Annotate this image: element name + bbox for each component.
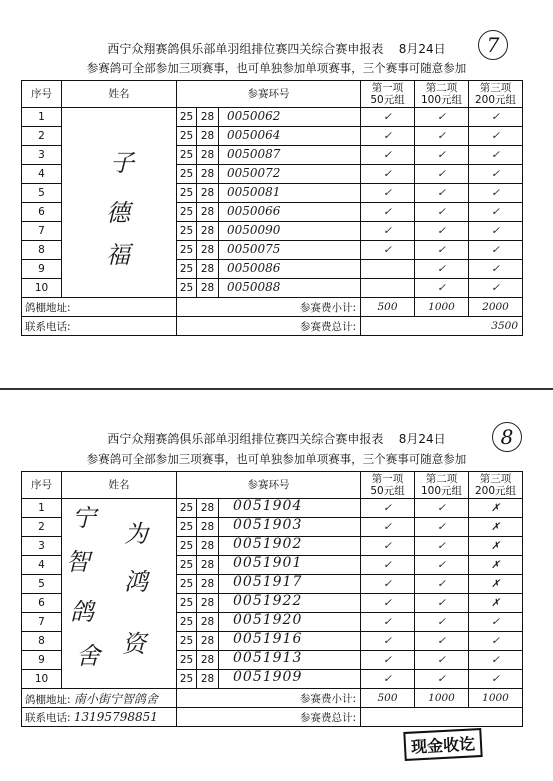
ring-prefix-b: 28 bbox=[197, 279, 219, 298]
subtotal-item3: 2000 bbox=[469, 298, 523, 317]
col-item2-sub: 100元组 bbox=[420, 485, 463, 497]
ring-prefix-a: 25 bbox=[177, 632, 197, 651]
col-item1-label: 第一项 bbox=[371, 473, 404, 485]
item1-mark: ✓ bbox=[361, 241, 415, 260]
ring-number bbox=[219, 222, 361, 241]
col-name: 姓名 bbox=[62, 472, 177, 499]
col-index: 序号 bbox=[22, 81, 62, 108]
item2-mark: ✓ bbox=[415, 537, 469, 556]
ring-number-text: 0051917 bbox=[233, 574, 303, 590]
item3-mark: ✓ bbox=[469, 222, 523, 241]
col-item3 bbox=[469, 472, 523, 499]
item1-mark: ✓ bbox=[361, 203, 415, 222]
form-date: 8月24日 bbox=[398, 432, 446, 446]
ring-number-text: 0050064 bbox=[227, 128, 281, 142]
footer-row-phone bbox=[22, 317, 523, 336]
col-item3-sub: 200元组 bbox=[474, 94, 517, 106]
address-value: 南小街宁智鸽舍 bbox=[73, 691, 158, 706]
page-divider bbox=[0, 388, 553, 390]
phone-cell bbox=[22, 708, 177, 727]
ring-number bbox=[219, 594, 361, 613]
handwritten-name-char: 鸿 bbox=[124, 568, 148, 596]
ring-prefix-b: 28 bbox=[197, 670, 219, 689]
ring-number-text: 0051909 bbox=[233, 669, 303, 685]
footer-row-phone bbox=[22, 708, 523, 727]
ring-number-text: 0051902 bbox=[233, 536, 303, 552]
item2-mark: ✓ bbox=[415, 127, 469, 146]
form-title bbox=[0, 40, 553, 57]
item2-mark: ✓ bbox=[415, 165, 469, 184]
item3-mark: ✓ bbox=[469, 241, 523, 260]
ring-number bbox=[219, 203, 361, 222]
ring-prefix-b: 28 bbox=[197, 108, 219, 127]
item2-mark: ✓ bbox=[415, 518, 469, 537]
fee-total-label: 参赛费总计: bbox=[177, 708, 361, 727]
subtotal-item2: 1000 bbox=[415, 298, 469, 317]
ring-number bbox=[219, 537, 361, 556]
col-item2-label: 第二项 bbox=[425, 82, 458, 94]
item2-mark: ✓ bbox=[415, 499, 469, 518]
footer-row-address bbox=[22, 298, 523, 317]
phone-cell bbox=[22, 317, 177, 336]
col-item3-sub: 200元组 bbox=[474, 485, 517, 497]
ring-number-text: 0050075 bbox=[227, 242, 281, 256]
item3-mark: ✓ bbox=[469, 613, 523, 632]
item1-mark: ✓ bbox=[361, 518, 415, 537]
handwritten-name-char: 智 bbox=[66, 548, 90, 576]
ring-number bbox=[219, 184, 361, 203]
ring-number-text: 0051913 bbox=[233, 650, 303, 666]
ring-number bbox=[219, 108, 361, 127]
row-index: 2 bbox=[22, 127, 62, 146]
ring-prefix-b: 28 bbox=[197, 651, 219, 670]
row-index: 3 bbox=[22, 537, 62, 556]
ring-prefix-b: 28 bbox=[197, 241, 219, 260]
title-text: 西宁众翔赛鸽俱乐部单羽组排位赛四关综合赛申报表 bbox=[107, 432, 384, 446]
row-index: 7 bbox=[22, 613, 62, 632]
col-ring: 参赛环号 bbox=[177, 81, 361, 108]
row-index: 5 bbox=[22, 575, 62, 594]
ring-number-text: 0051901 bbox=[233, 555, 303, 571]
item2-mark: ✓ bbox=[415, 108, 469, 127]
ring-prefix-a: 25 bbox=[177, 146, 197, 165]
ring-number bbox=[219, 575, 361, 594]
ring-prefix-a: 25 bbox=[177, 127, 197, 146]
row-index: 4 bbox=[22, 165, 62, 184]
ring-number-text: 0051916 bbox=[233, 631, 303, 647]
page-number-mark: 7 bbox=[478, 30, 508, 60]
item2-mark: ✓ bbox=[415, 146, 469, 165]
ring-number bbox=[219, 165, 361, 184]
row-index: 2 bbox=[22, 518, 62, 537]
row-index: 7 bbox=[22, 222, 62, 241]
footer-row-address bbox=[22, 689, 523, 708]
item1-mark: ✓ bbox=[361, 613, 415, 632]
item1-mark: ✓ bbox=[361, 575, 415, 594]
item1-mark: ✓ bbox=[361, 537, 415, 556]
table-row bbox=[22, 499, 523, 518]
ring-number bbox=[219, 651, 361, 670]
item1-mark: ✓ bbox=[361, 108, 415, 127]
item3-mark: ✓ bbox=[469, 632, 523, 651]
ring-number bbox=[219, 241, 361, 260]
item1-mark: ✓ bbox=[361, 184, 415, 203]
ring-number-text: 0050087 bbox=[227, 147, 281, 161]
ring-number bbox=[219, 518, 361, 537]
ring-number-text: 0050086 bbox=[227, 261, 281, 275]
ring-prefix-a: 25 bbox=[177, 613, 197, 632]
col-item3-label: 第三项 bbox=[479, 473, 512, 485]
item2-mark: ✓ bbox=[415, 670, 469, 689]
handwritten-name-char: 德 bbox=[106, 199, 130, 227]
col-item1-sub: 50元组 bbox=[370, 485, 405, 497]
ring-prefix-b: 28 bbox=[197, 222, 219, 241]
ring-number-text: 0051922 bbox=[233, 593, 303, 609]
col-item1 bbox=[361, 81, 415, 108]
item2-mark: ✓ bbox=[415, 556, 469, 575]
item3-mark: ✗ bbox=[469, 594, 523, 613]
table-row bbox=[22, 108, 523, 127]
ring-prefix-b: 28 bbox=[197, 518, 219, 537]
item1-mark: ✓ bbox=[361, 670, 415, 689]
ring-number-text: 0050088 bbox=[227, 280, 281, 294]
item3-mark: ✓ bbox=[469, 184, 523, 203]
ring-prefix-a: 25 bbox=[177, 260, 197, 279]
ring-prefix-a: 25 bbox=[177, 670, 197, 689]
ring-number-text: 0050066 bbox=[227, 204, 281, 218]
item2-mark: ✓ bbox=[415, 241, 469, 260]
row-index: 6 bbox=[22, 594, 62, 613]
ring-prefix-b: 28 bbox=[197, 556, 219, 575]
col-item1 bbox=[361, 472, 415, 499]
ring-prefix-b: 28 bbox=[197, 184, 219, 203]
col-item2 bbox=[415, 81, 469, 108]
ring-number bbox=[219, 670, 361, 689]
row-index: 6 bbox=[22, 203, 62, 222]
ring-prefix-b: 28 bbox=[197, 632, 219, 651]
ring-prefix-b: 28 bbox=[197, 575, 219, 594]
item3-mark: ✗ bbox=[469, 575, 523, 594]
page-number-mark: 8 bbox=[492, 422, 522, 452]
ring-prefix-a: 25 bbox=[177, 279, 197, 298]
ring-prefix-a: 25 bbox=[177, 184, 197, 203]
col-item2-label: 第二项 bbox=[425, 473, 458, 485]
item2-mark: ✓ bbox=[415, 651, 469, 670]
ring-prefix-b: 28 bbox=[197, 165, 219, 184]
header-row bbox=[22, 81, 523, 108]
item1-mark: ✓ bbox=[361, 222, 415, 241]
ring-number-text: 0051903 bbox=[233, 517, 303, 533]
entry-table bbox=[21, 80, 523, 336]
ring-prefix-b: 28 bbox=[197, 594, 219, 613]
handwritten-name-char: 鸽 bbox=[70, 598, 94, 626]
item1-mark: ✓ bbox=[361, 127, 415, 146]
ring-prefix-b: 28 bbox=[197, 537, 219, 556]
row-index: 1 bbox=[22, 108, 62, 127]
ring-prefix-a: 25 bbox=[177, 499, 197, 518]
form-title bbox=[0, 430, 553, 447]
handwritten-name-char: 福 bbox=[106, 241, 130, 269]
ring-prefix-a: 25 bbox=[177, 537, 197, 556]
fee-total-label: 参赛费总计: bbox=[177, 317, 361, 336]
row-index: 10 bbox=[22, 279, 62, 298]
ring-number bbox=[219, 279, 361, 298]
ring-number-text: 0051904 bbox=[233, 498, 303, 514]
row-index: 8 bbox=[22, 632, 62, 651]
ring-number-text: 0050062 bbox=[227, 109, 281, 123]
ring-prefix-a: 25 bbox=[177, 203, 197, 222]
ring-prefix-a: 25 bbox=[177, 556, 197, 575]
header-row bbox=[22, 472, 523, 499]
subtotal-item1: 500 bbox=[361, 298, 415, 317]
ring-prefix-b: 28 bbox=[197, 499, 219, 518]
item3-mark: ✓ bbox=[469, 260, 523, 279]
row-index: 8 bbox=[22, 241, 62, 260]
phone-label: 联系电话: bbox=[25, 711, 71, 724]
form-subtitle: 参赛鸽可全部参加三项赛事，也可单独参加单项赛事，三个赛事可随意参加 bbox=[86, 61, 467, 75]
address-cell bbox=[22, 689, 177, 708]
item3-mark: ✓ bbox=[469, 670, 523, 689]
item3-mark: ✓ bbox=[469, 146, 523, 165]
item2-mark: ✓ bbox=[415, 260, 469, 279]
handwritten-name-char: 为 bbox=[124, 520, 148, 548]
item3-mark: ✗ bbox=[469, 518, 523, 537]
ring-prefix-a: 25 bbox=[177, 241, 197, 260]
handwritten-name-char: 资 bbox=[122, 630, 146, 658]
row-index: 5 bbox=[22, 184, 62, 203]
row-index: 4 bbox=[22, 556, 62, 575]
row-index: 9 bbox=[22, 651, 62, 670]
entry-table bbox=[21, 471, 523, 727]
item1-mark bbox=[361, 279, 415, 298]
ring-prefix-b: 28 bbox=[197, 127, 219, 146]
col-item2-sub: 100元组 bbox=[420, 94, 463, 106]
item1-mark: ✓ bbox=[361, 594, 415, 613]
row-index: 10 bbox=[22, 670, 62, 689]
col-index: 序号 bbox=[22, 472, 62, 499]
ring-number-text: 0050072 bbox=[227, 166, 281, 180]
ring-prefix-a: 25 bbox=[177, 518, 197, 537]
item1-mark bbox=[361, 260, 415, 279]
subtotal-item3: 1000 bbox=[469, 689, 523, 708]
item3-mark: ✓ bbox=[469, 203, 523, 222]
subtotal-item1: 500 bbox=[361, 689, 415, 708]
form-subtitle: 参赛鸽可全部参加三项赛事，也可单独参加单项赛事，三个赛事可随意参加 bbox=[86, 452, 467, 466]
address-cell bbox=[22, 298, 177, 317]
col-item1-label: 第一项 bbox=[371, 82, 404, 94]
handwritten-name-char: 子 bbox=[110, 149, 134, 177]
item2-mark: ✓ bbox=[415, 279, 469, 298]
fee-total-value: 3500 bbox=[361, 317, 523, 336]
row-index: 3 bbox=[22, 146, 62, 165]
ring-number bbox=[219, 556, 361, 575]
item1-mark: ✓ bbox=[361, 651, 415, 670]
ring-prefix-a: 25 bbox=[177, 222, 197, 241]
ring-prefix-a: 25 bbox=[177, 651, 197, 670]
name-cell bbox=[62, 499, 177, 689]
fee-total-value bbox=[361, 708, 523, 727]
col-item2 bbox=[415, 472, 469, 499]
item2-mark: ✓ bbox=[415, 222, 469, 241]
item1-mark: ✓ bbox=[361, 146, 415, 165]
ring-number-text: 0050090 bbox=[227, 223, 281, 237]
subtotal-item2: 1000 bbox=[415, 689, 469, 708]
ring-prefix-b: 28 bbox=[197, 260, 219, 279]
item3-mark: ✓ bbox=[469, 651, 523, 670]
ring-prefix-b: 28 bbox=[197, 203, 219, 222]
fee-subtotal-label: 参赛费小计: bbox=[177, 689, 361, 708]
item1-mark: ✓ bbox=[361, 632, 415, 651]
address-label: 鸽棚地址: bbox=[25, 301, 71, 314]
title-text: 西宁众翔赛鸽俱乐部单羽组排位赛四关综合赛申报表 bbox=[107, 42, 384, 56]
name-cell bbox=[62, 108, 177, 298]
col-item3 bbox=[469, 81, 523, 108]
ring-prefix-b: 28 bbox=[197, 613, 219, 632]
ring-prefix-a: 25 bbox=[177, 594, 197, 613]
col-item1-sub: 50元组 bbox=[370, 94, 405, 106]
col-name: 姓名 bbox=[62, 81, 177, 108]
row-index: 9 bbox=[22, 260, 62, 279]
address-label: 鸽棚地址: bbox=[25, 693, 71, 706]
ring-prefix-a: 25 bbox=[177, 575, 197, 594]
item3-mark: ✓ bbox=[469, 108, 523, 127]
item2-mark: ✓ bbox=[415, 184, 469, 203]
ring-number bbox=[219, 146, 361, 165]
ring-number-text: 0051920 bbox=[233, 612, 303, 628]
cash-received-stamp: 现金收讫 bbox=[403, 728, 482, 761]
item3-mark: ✓ bbox=[469, 127, 523, 146]
item3-mark: ✗ bbox=[469, 556, 523, 575]
ring-number bbox=[219, 632, 361, 651]
fee-subtotal-label: 参赛费小计: bbox=[177, 298, 361, 317]
item3-mark: ✗ bbox=[469, 537, 523, 556]
ring-number bbox=[219, 127, 361, 146]
handwritten-name-char: 宁 bbox=[72, 504, 96, 532]
ring-number bbox=[219, 613, 361, 632]
item2-mark: ✓ bbox=[415, 203, 469, 222]
phone-label: 联系电话: bbox=[25, 320, 71, 333]
item3-mark: ✓ bbox=[469, 165, 523, 184]
item1-mark: ✓ bbox=[361, 165, 415, 184]
item1-mark: ✓ bbox=[361, 556, 415, 575]
col-ring: 参赛环号 bbox=[177, 472, 361, 499]
col-item3-label: 第三项 bbox=[479, 82, 512, 94]
item2-mark: ✓ bbox=[415, 613, 469, 632]
phone-value: 13195798851 bbox=[73, 709, 158, 724]
handwritten-name-char: 舍 bbox=[76, 642, 100, 670]
item2-mark: ✓ bbox=[415, 575, 469, 594]
item2-mark: ✓ bbox=[415, 632, 469, 651]
ring-prefix-b: 28 bbox=[197, 146, 219, 165]
ring-prefix-a: 25 bbox=[177, 165, 197, 184]
ring-prefix-a: 25 bbox=[177, 108, 197, 127]
ring-number-text: 0050081 bbox=[227, 185, 281, 199]
item3-mark: ✓ bbox=[469, 279, 523, 298]
item3-mark: ✗ bbox=[469, 499, 523, 518]
row-index: 1 bbox=[22, 499, 62, 518]
form-date: 8月24日 bbox=[398, 42, 446, 56]
item1-mark: ✓ bbox=[361, 499, 415, 518]
ring-number bbox=[219, 499, 361, 518]
item2-mark: ✓ bbox=[415, 594, 469, 613]
ring-number bbox=[219, 260, 361, 279]
